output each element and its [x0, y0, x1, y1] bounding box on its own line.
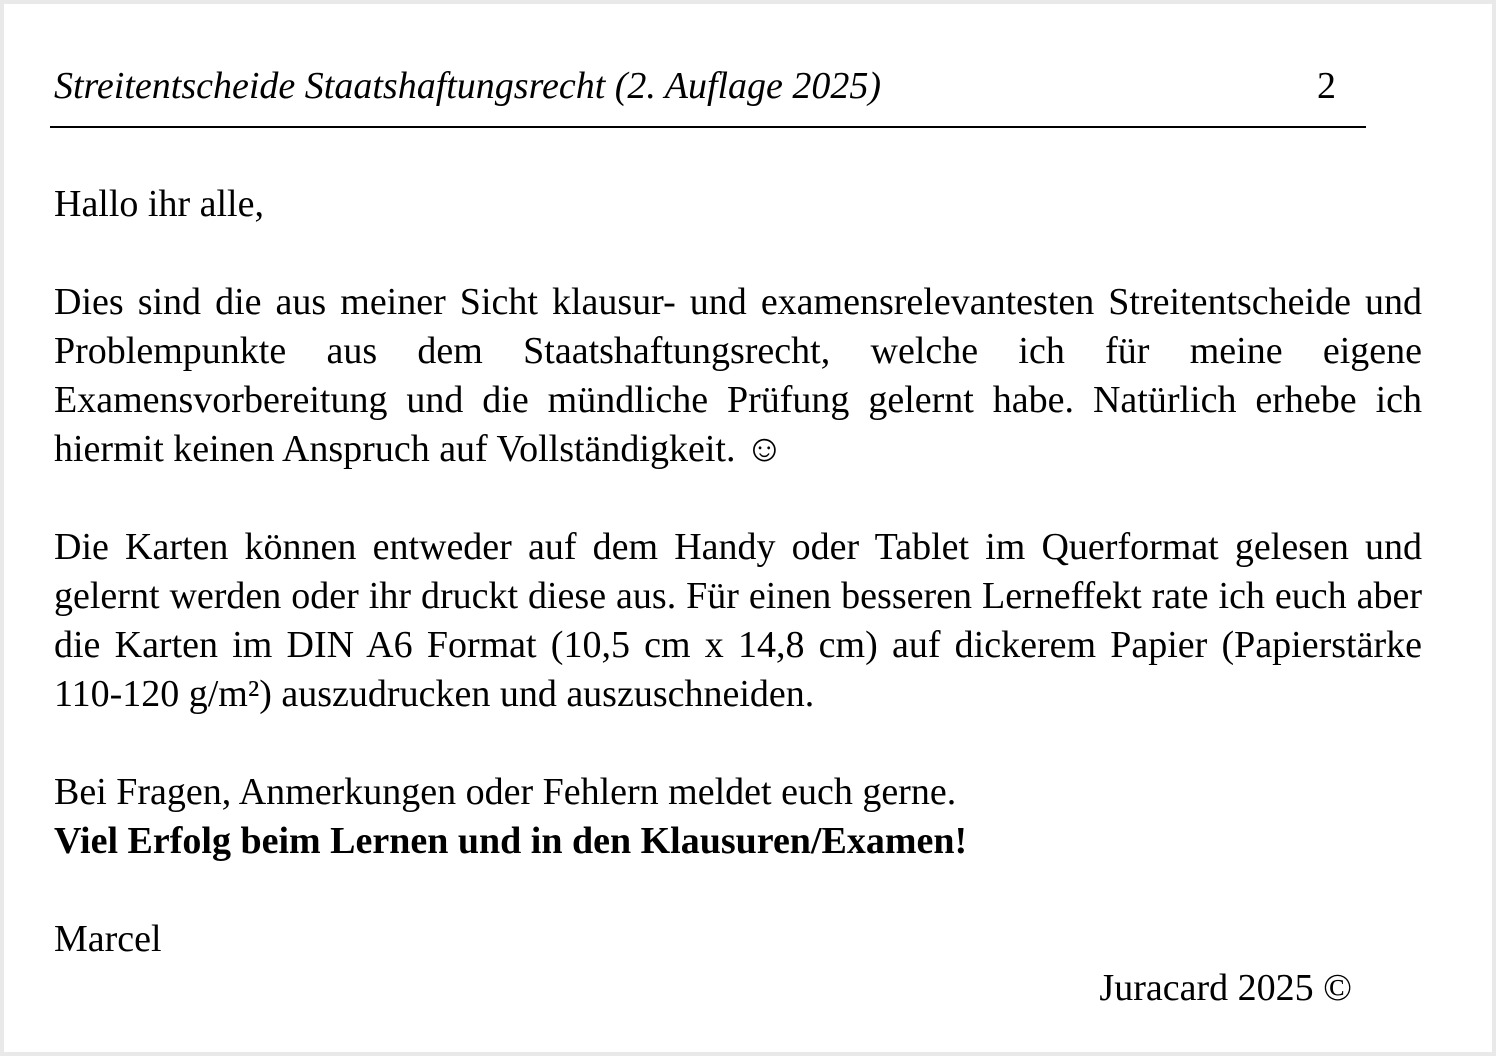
closing-line: Viel Erfolg beim Lernen und in den Klausuren/Examen! — [54, 820, 968, 862]
letter-body — [54, 180, 1422, 964]
document-page — [4, 4, 1492, 1052]
header-title: Streitentscheide Staatshaftungsrecht (2. Auflage 2025) — [54, 65, 882, 107]
questions-line: Bei Fragen, Anmerkungen oder Fehlern meldet euch gerne. — [54, 771, 957, 813]
copyright-footer: Juracard 2025 © — [1099, 967, 1352, 1009]
page-number: 2 — [1317, 65, 1336, 107]
paragraph-gap — [54, 719, 1422, 768]
printing-paragraph: Die Karten können entweder auf dem Handy oder Tablet im Querformat gelesen und gelernt werden oder ihr druckt diese aus. Für einen besseren Lerneffekt rate ich euch aber die Karten im DIN A6 Format (10,5 cm x 14,8 cm) auf dickerem Papier (Papierstärke 110-120 g/m²) auszudrucken und auszuschneiden. — [54, 526, 1422, 715]
signature: Marcel — [54, 918, 162, 960]
page-header — [50, 54, 1366, 128]
paragraph-gap — [54, 229, 1422, 278]
paragraph-gap — [54, 866, 1422, 915]
paragraph-gap — [54, 474, 1422, 523]
intro-paragraph: Dies sind die aus meiner Sicht klausur- und examensrelevantesten Streitentscheide und Problempunkte aus dem Staatshaftungsrecht, welche ich für meine eigene Examensvorbereitung und die mündliche Prüfung gelernt habe. Natürlich erhebe ich hiermit keinen Anspruch auf Vollständigkeit. ☺ — [54, 281, 1422, 470]
greeting: Hallo ihr alle, — [54, 183, 264, 225]
